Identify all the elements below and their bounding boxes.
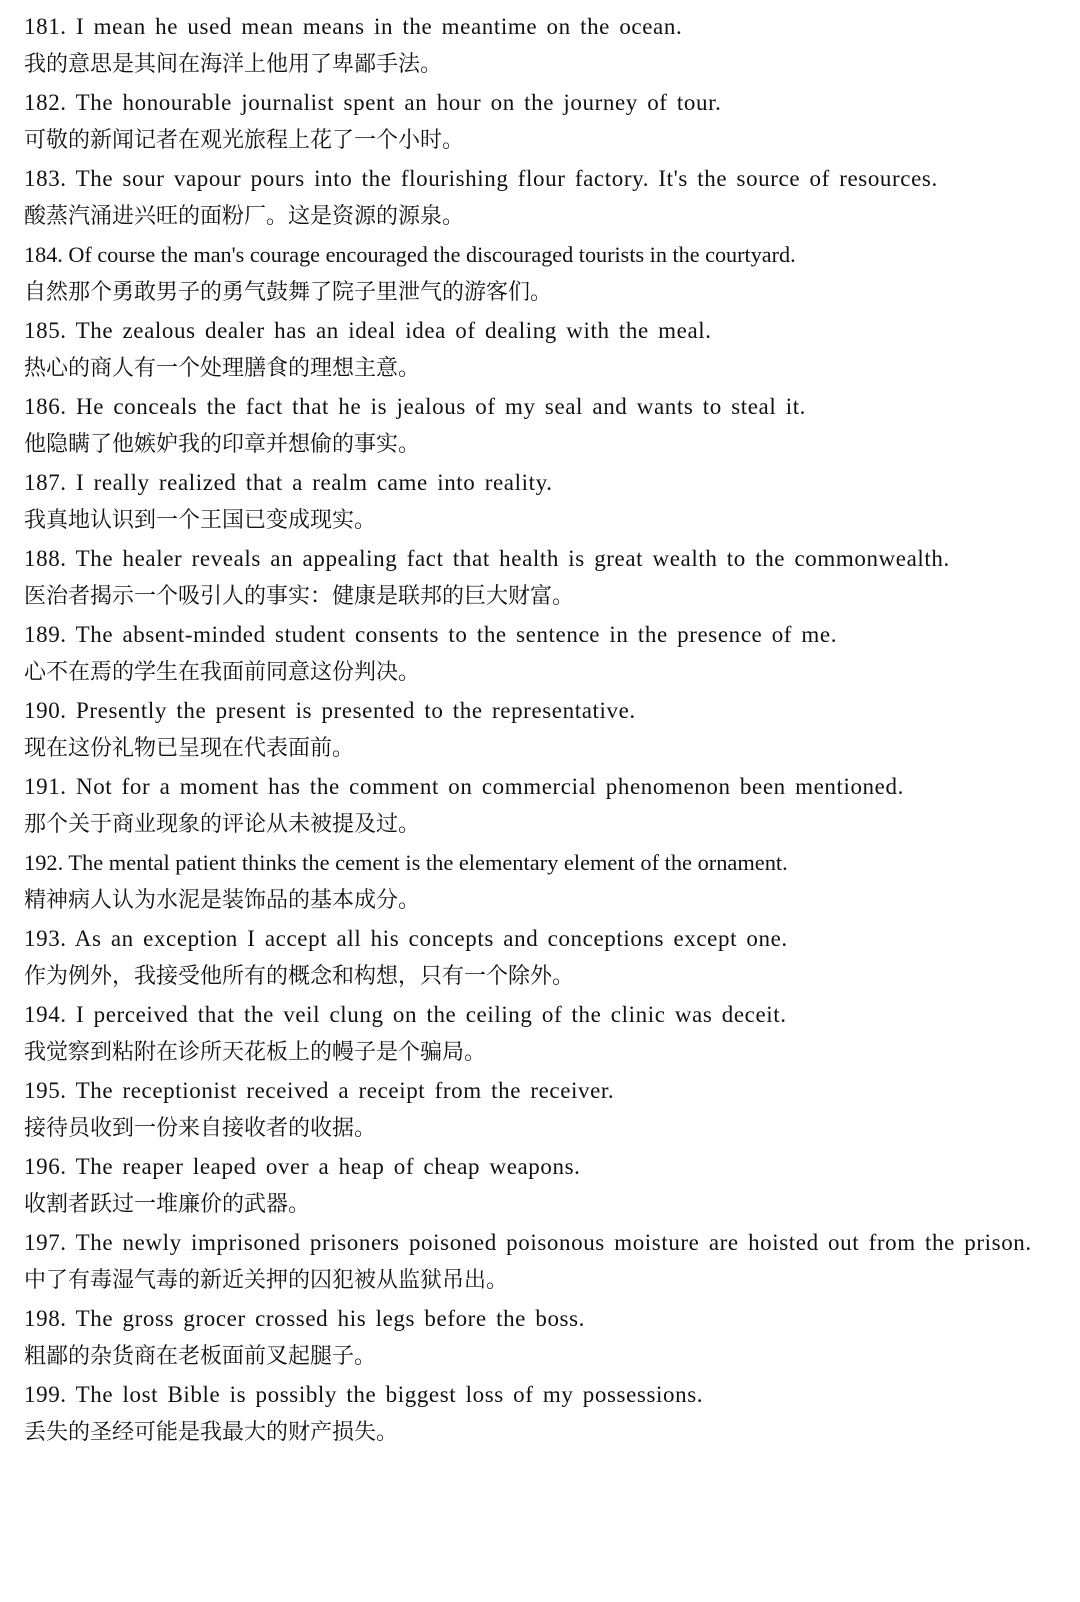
- chinese-translation: 医治者揭示一个吸引人的事实：健康是联邦的巨大财富。: [24, 584, 575, 609]
- english-sentence: 183. The sour vapour pours into the flourishing flour factory. It's the source of resources.: [24, 166, 938, 191]
- entry-183: [24, 160, 1070, 236]
- english-sentence: 186. He conceals the fact that he is jealous of my seal and wants to steal it.: [24, 394, 807, 419]
- english-sentence: 191. Not for a moment has the comment on commercial phenomenon been mentioned.: [24, 774, 904, 799]
- english-sentence: 187. I really realized that a realm came into reality.: [24, 470, 553, 495]
- chinese-translation: 精神病人认为水泥是装饰品的基本成分。: [24, 888, 421, 913]
- entry-187: [24, 464, 1070, 540]
- chinese-translation: 中了有毒湿气毒的新近关押的囚犯被从监狱吊出。: [24, 1268, 509, 1293]
- chinese-translation: 热心的商人有一个处理膳食的理想主意。: [24, 356, 421, 381]
- entry-181: [24, 8, 1070, 84]
- chinese-translation: 我的意思是其间在海洋上他用了卑鄙手法。: [24, 52, 443, 77]
- chinese-translation: 接待员收到一份来自接收者的收据。: [24, 1116, 377, 1141]
- english-sentence: 193. As an exception I accept all his concepts and conceptions except one.: [24, 926, 788, 951]
- entry-186: [24, 388, 1070, 464]
- entry-185: [24, 312, 1070, 388]
- vocabulary-sentence-list: [24, 8, 1070, 1452]
- chinese-translation: 收割者跃过一堆廉价的武器。: [24, 1192, 311, 1217]
- english-sentence: 190. Presently the present is presented to the representative.: [24, 698, 636, 723]
- english-sentence: 196. The reaper leaped over a heap of cheap weapons.: [24, 1154, 581, 1179]
- entry-193: [24, 920, 1070, 996]
- english-sentence: 185. The zealous dealer has an ideal idea of dealing with the meal.: [24, 318, 712, 343]
- entry-197: [24, 1224, 1070, 1300]
- entry-184: [24, 236, 1070, 312]
- entry-194: [24, 996, 1070, 1072]
- english-sentence: 182. The honourable journalist spent an hour on the journey of tour.: [24, 90, 722, 115]
- chinese-translation: 那个关于商业现象的评论从未被提及过。: [24, 812, 421, 837]
- english-sentence: 181. I mean he used mean means in the meantime on the ocean.: [24, 14, 683, 39]
- entry-188: [24, 540, 1070, 616]
- english-sentence: 192. The mental patient thinks the cement is the elementary element of the ornament.: [24, 850, 788, 875]
- chinese-translation: 作为例外，我接受他所有的概念和构想，只有一个除外。: [24, 964, 575, 989]
- english-sentence: 198. The gross grocer crossed his legs before the boss.: [24, 1306, 585, 1331]
- entry-199: [24, 1376, 1070, 1452]
- entry-192: [24, 844, 1070, 920]
- english-sentence: 184. Of course the man's courage encouraged the discouraged tourists in the courtyard.: [24, 242, 796, 267]
- chinese-translation: 自然那个勇敢男子的勇气鼓舞了院子里泄气的游客们。: [24, 280, 553, 305]
- chinese-translation: 可敬的新闻记者在观光旅程上花了一个小时。: [24, 128, 465, 153]
- english-sentence: 188. The healer reveals an appealing fact that health is great wealth to the commonwealth.: [24, 546, 950, 571]
- chinese-translation: 心不在焉的学生在我面前同意这份判决。: [24, 660, 421, 685]
- english-sentence: 195. The receptionist received a receipt from the receiver.: [24, 1078, 615, 1103]
- english-sentence: 199. The lost Bible is possibly the biggest loss of my possessions.: [24, 1382, 704, 1407]
- chinese-translation: 粗鄙的杂货商在老板面前叉起腿子。: [24, 1344, 377, 1369]
- english-sentence: 194. I perceived that the veil clung on the ceiling of the clinic was deceit.: [24, 1002, 787, 1027]
- chinese-translation: 现在这份礼物已呈现在代表面前。: [24, 736, 355, 761]
- chinese-translation: 他隐瞒了他嫉妒我的印章并想偷的事实。: [24, 432, 421, 457]
- entry-190: [24, 692, 1070, 768]
- entry-182: [24, 84, 1070, 160]
- entry-198: [24, 1300, 1070, 1376]
- entry-191: [24, 768, 1070, 844]
- english-sentence: 197. The newly imprisoned prisoners poisoned poisonous moisture are hoisted out from the prison.: [24, 1230, 1032, 1255]
- english-sentence: 189. The absent-minded student consents to the sentence in the presence of me.: [24, 622, 838, 647]
- entry-189: [24, 616, 1070, 692]
- chinese-translation: 我真地认识到一个王国已变成现实。: [24, 508, 377, 533]
- chinese-translation: 我觉察到粘附在诊所天花板上的幔子是个骗局。: [24, 1040, 487, 1065]
- entry-195: [24, 1072, 1070, 1148]
- entry-196: [24, 1148, 1070, 1224]
- chinese-translation: 酸蒸汽涌进兴旺的面粉厂。这是资源的源泉。: [24, 204, 465, 229]
- chinese-translation: 丢失的圣经可能是我最大的财产损失。: [24, 1420, 399, 1445]
